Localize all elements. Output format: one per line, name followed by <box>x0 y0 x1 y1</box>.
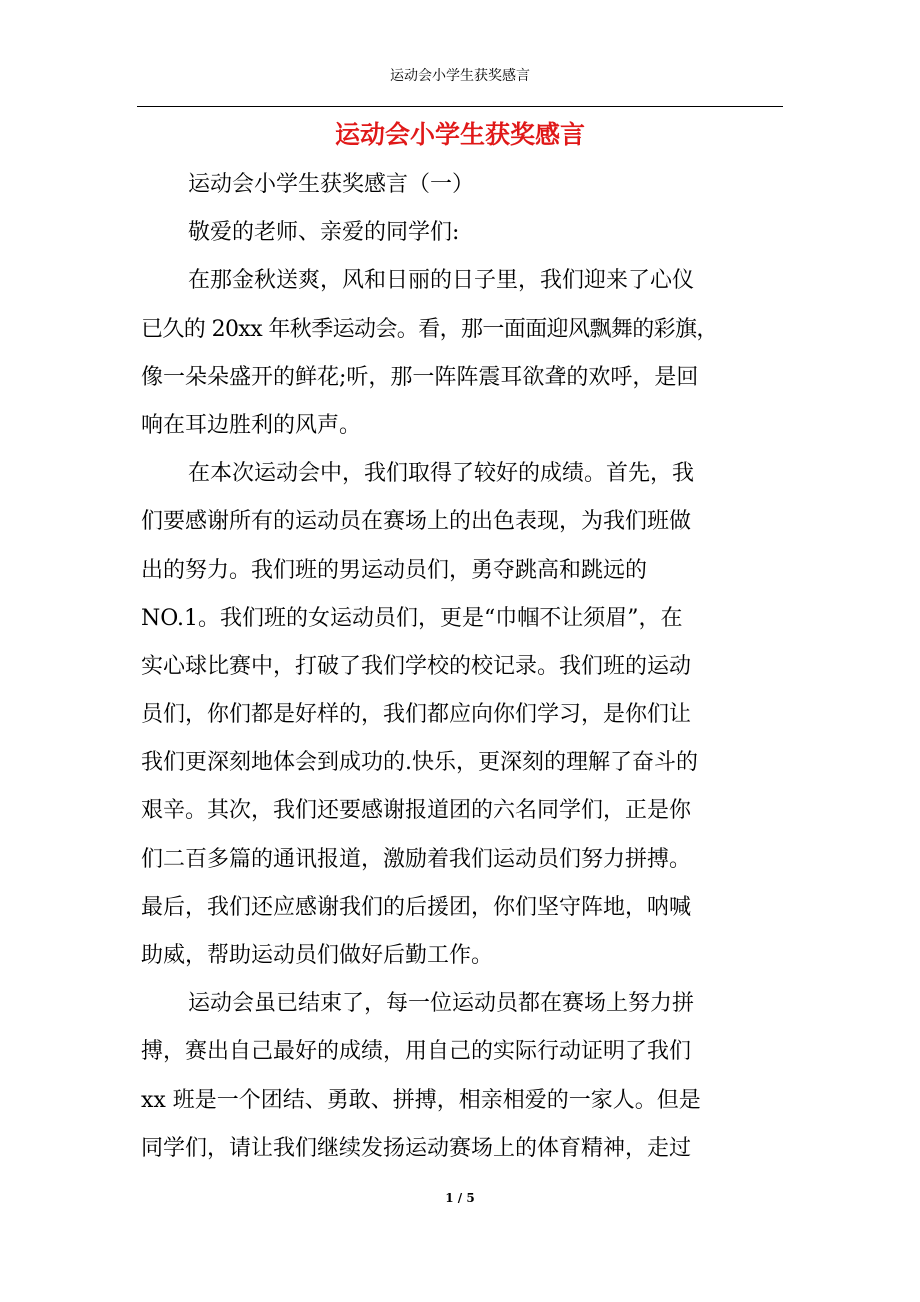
subtitle-line: 运动会小学生获奖感言（一） <box>188 172 475 197</box>
paragraph-2-line-2: 们要感谢所有的运动员在赛场上的出色表现，为我们班做 <box>141 509 692 535</box>
paragraph-3-line-2: 搏，赛出自己最好的成绩，用自己的实际行动证明了我们 <box>141 1039 692 1065</box>
paragraph-1-line-3: 像一朵朵盛开的鲜花;听，那一阵阵震耳欲聋的欢呼，是回 <box>141 364 699 390</box>
paragraph-2-line-11: 助威，帮助运动员们做好后勤工作。 <box>141 943 494 968</box>
paragraph-2-line-10: 最后，我们还应感谢我们的后援团，你们坚守阵地，呐喊 <box>141 894 692 920</box>
paragraph-3-line-1: 运动会虽已结束了，每一位运动员都在赛场上努力拼 <box>188 991 695 1017</box>
paragraph-2-line-4: NO.1。我们班的女运动员们，更是“巾帼不让须眉”，在 <box>141 605 683 631</box>
paragraph-2-line-7: 我们更深刻地体会到成功的.快乐，更深刻的理解了奋斗的 <box>141 750 698 776</box>
paragraph-2-line-1: 在本次运动会中，我们取得了较好的成绩。首先，我 <box>188 461 695 487</box>
paragraph-2-line-3: 出的努力。我们班的男运动员们，勇夺跳高和跳远的 <box>141 557 648 583</box>
paragraph-1-line-2: 已久的 20xx 年秋季运动会。看，那一面面迎风飘舞的彩旗， <box>141 316 718 342</box>
paragraph-2-line-8: 艰辛。其次，我们还要感谢报道团的六名同学们，正是你 <box>141 798 692 824</box>
document-title: 运动会小学生获奖感言 <box>334 120 585 149</box>
header-divider <box>137 106 783 107</box>
paragraph-2-line-6: 员们，你们都是好样的，我们都应向你们学习，是你们让 <box>141 702 692 728</box>
running-header: 运动会小学生获奖感言 <box>390 68 530 84</box>
paragraph-2-line-5: 实心球比赛中，打破了我们学校的校记录。我们班的运动 <box>141 653 692 679</box>
body-text <box>141 161 791 1173</box>
paragraph-1-line-4: 响在耳边胜利的风声。 <box>141 412 362 438</box>
page-number: 1 / 5 <box>445 1191 475 1205</box>
paragraph-2-line-9: 们二百多篇的通讯报道，激励着我们运动员们努力拼搏。 <box>141 846 692 872</box>
paragraph-3-line-4: 同学们，请让我们继续发扬运动赛场上的体育精神，走过 <box>141 1135 692 1161</box>
paragraph-1-line-1: 在那金秋送爽，风和日丽的日子里，我们迎来了心仪 <box>188 268 695 294</box>
paragraph-3-line-3: xx 班是一个团结、勇敢、拼搏，相亲相爱的一家人。但是 <box>141 1087 701 1113</box>
salutation-line: 敬爱的老师、亲爱的同学们: <box>188 220 460 246</box>
